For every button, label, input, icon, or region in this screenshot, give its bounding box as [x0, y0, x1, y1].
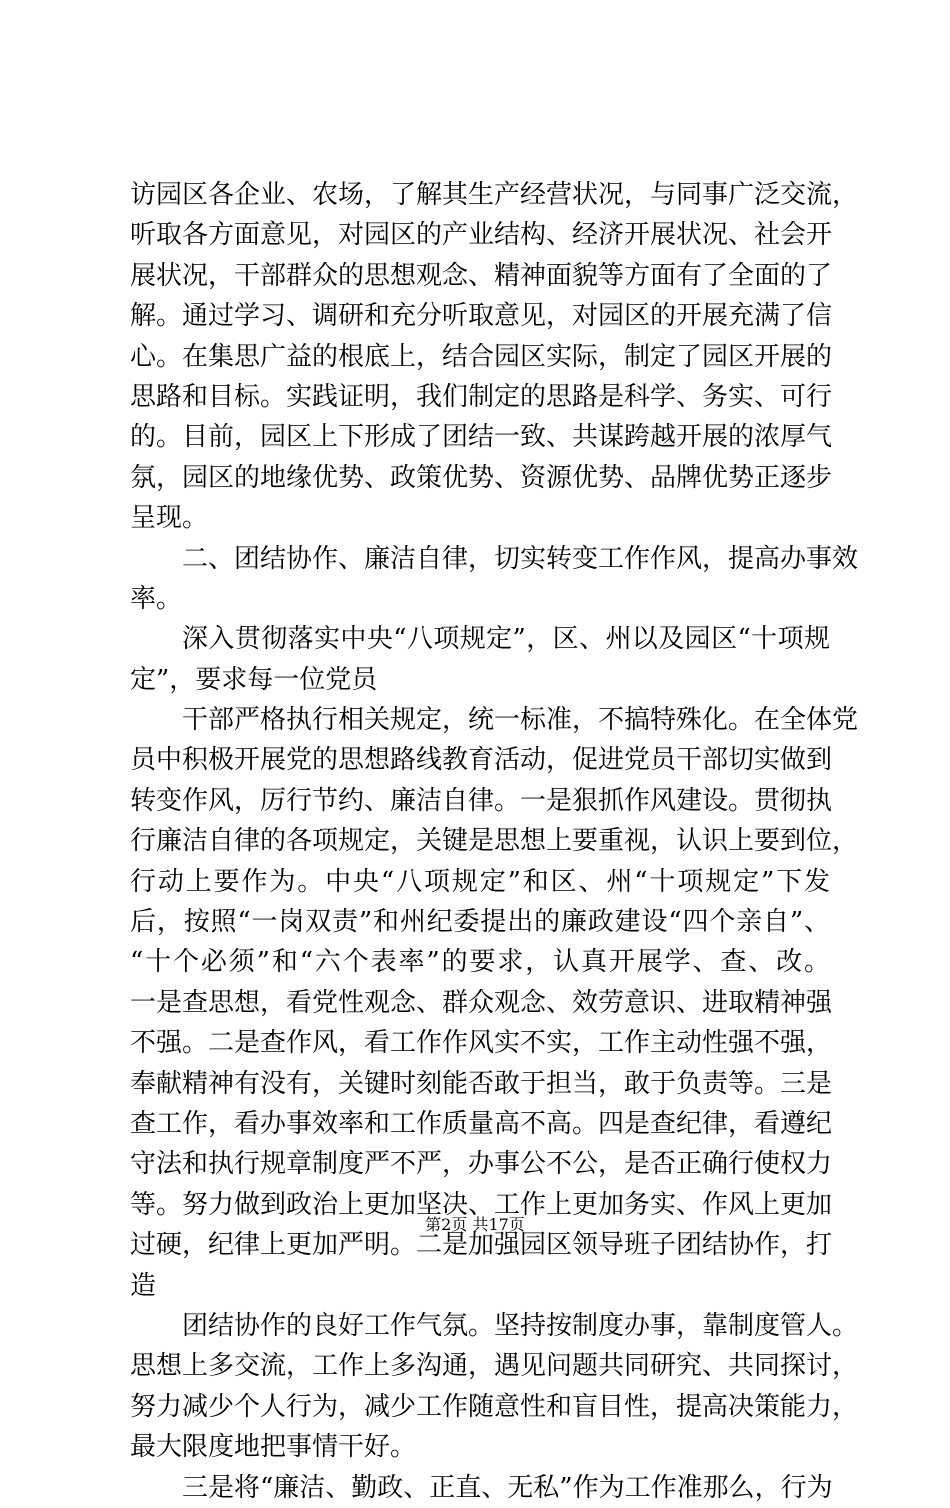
text-line: 行廉洁自律的各项规定，关键是思想上要重视，认识上要到位，: [130, 826, 859, 857]
text-line: 深入贯彻落实中央“八项规定”，区、州以及园区“十项规: [182, 624, 830, 655]
text-line: 造: [130, 1270, 157, 1301]
text-line: 后，按照“一岗双责”和州纪委提出的廉政建设“四个亲自”、: [130, 907, 830, 938]
text-line: 过硬，纪律上更加严明。二是加强园区领导班子团结协作，打: [130, 1230, 833, 1261]
text-line: 查工作，看办事效率和工作质量高不高。四是查纪律，看遵纪: [130, 1108, 833, 1139]
text-line: 呈现。: [130, 503, 209, 534]
text-line: 奉献精神有没有，关键时刻能否敢于担当，敢于负责等。三是: [130, 1068, 833, 1099]
text-line: 思路和目标。实践证明，我们制定的思路是科学、务实、可行: [130, 381, 833, 412]
body-text: [130, 175, 859, 1508]
text-line: 干部严格执行相关规定，统一标准，不搞特殊化。在全体党: [182, 705, 859, 736]
text-line: 氛，园区的地缘优势、政策优势、资源优势、品牌优势正逐步: [130, 462, 833, 493]
page-number-footer: 第2页 共17页: [425, 1215, 525, 1234]
section-heading-line: 二、团结协作、廉洁自律，切实转变工作作风，提高办事效: [182, 543, 859, 574]
text-line: 心。在集思广益的根底上，结合园区实际，制定了园区开展的: [130, 341, 833, 372]
text-line: 等。努力做到政治上更加坚决、工作上更加务实、作风上更加: [130, 1189, 833, 1220]
text-line: 转变作风，厉行节约、廉洁自律。一是狠抓作风建设。贯彻执: [130, 785, 833, 816]
text-line: “十个必须”和“六个表率”的要求，认真开展学、查、改。: [130, 947, 830, 978]
text-line: 努力减少个人行为，减少工作随意性和盲目性，提高决策能力，: [130, 1391, 859, 1422]
text-line: 思想上多交流，工作上多沟通，遇见问题共同研究、共同探讨，: [130, 1351, 859, 1382]
text-line: 守法和执行规章制度严不严，办事公不公，是否正确行使权力: [130, 1149, 833, 1180]
text-line: 听取各方面意见，对园区的产业结构、经济开展状况、社会开: [130, 220, 833, 251]
text-line: 一是查思想，看党性观念、群众观念、效劳意识、进取精神强: [130, 987, 833, 1018]
text-line: 定”，要求每一位党员: [130, 664, 378, 695]
text-line: 团结协作的良好工作气氛。坚持按制度办事，靠制度管人。: [182, 1310, 859, 1341]
section-heading-line: 率。: [130, 583, 183, 614]
text-line: 访园区各企业、农场，了解其生产经营状况，与同事广泛交流，: [130, 180, 859, 210]
text-line: 三是将“廉洁、勤政、正直、无私”作为工作准那么，行为: [182, 1472, 833, 1503]
text-line: 展状况，干部群众的思想观念、精神面貌等方面有了全面的了: [130, 260, 833, 291]
text-line: 行动上要作为。中央“八项规定”和区、州“十项规定”下发: [130, 866, 830, 897]
text-line: 的。目前，园区上下形成了团结一致、共谋跨越开展的浓厚气: [130, 422, 833, 453]
text-line: 解。通过学习、调研和充分听取意见，对园区的开展充满了信: [130, 301, 833, 332]
text-line: 不强。二是查作风，看工作作风实不实，工作主动性强不强，: [130, 1028, 833, 1059]
text-line: 最大限度地把事情干好。: [130, 1432, 417, 1463]
text-line: 员中积极开展党的思想路线教育活动，促进党员干部切实做到: [130, 745, 833, 776]
